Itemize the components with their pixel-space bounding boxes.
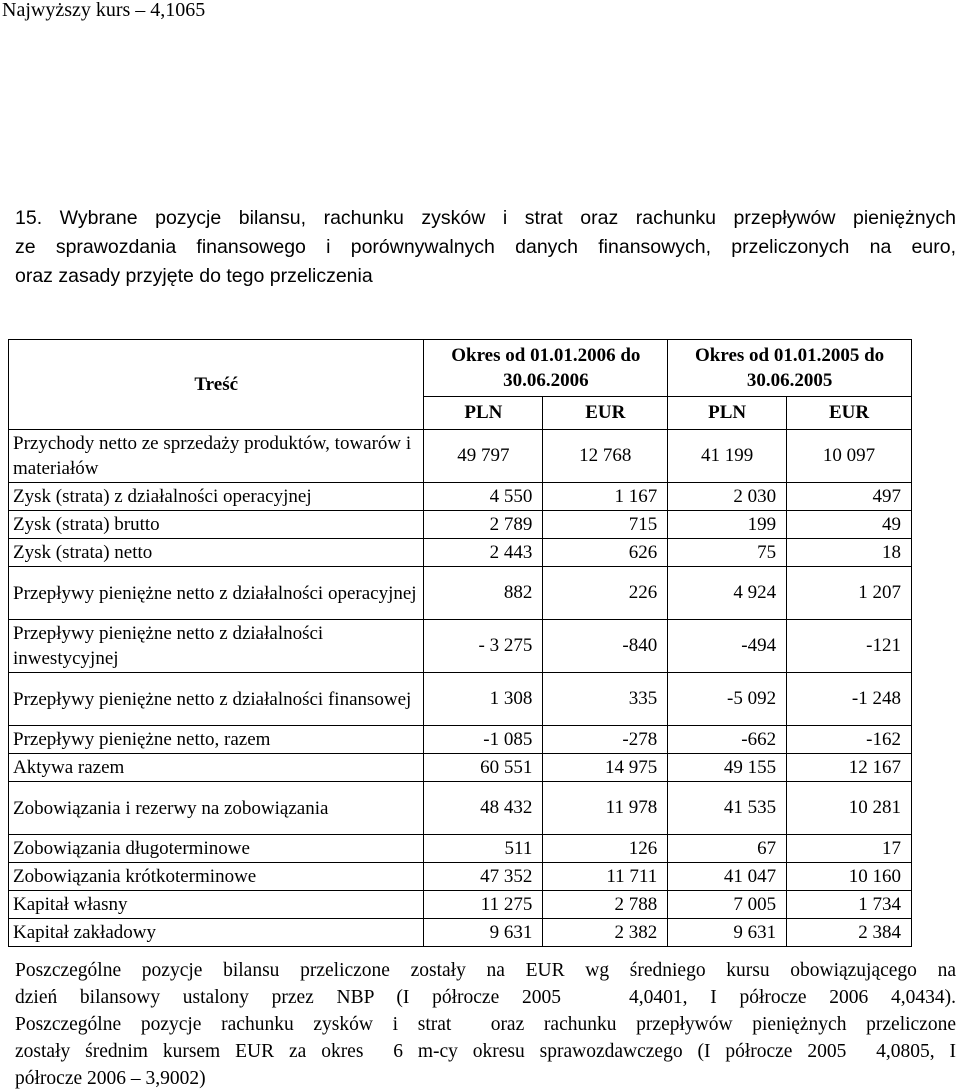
header-tresc: Treść [9, 340, 424, 430]
table-row [9, 863, 912, 891]
row-label: Zobowiązania długoterminowe [9, 835, 424, 863]
cell-value: 47 352 [424, 863, 543, 891]
cell-value: 715 [543, 511, 668, 539]
cell-value: 882 [424, 567, 543, 620]
footer-line-4: zostały średnim kursem EUR za okres 6 m-cy okresu sprawozdawczego (I półrocze 2005 4,0805, I [15, 1041, 956, 1062]
table-row [9, 782, 912, 835]
cell-value: 2 789 [424, 511, 543, 539]
section-heading [15, 204, 956, 291]
cell-value: 497 [787, 483, 912, 511]
cell-value: 335 [543, 673, 668, 726]
row-label: Przychody netto ze sprzedaży produktów, towarów i materiałów [9, 430, 424, 483]
cell-value: 4 924 [668, 567, 787, 620]
cell-value: 49 797 [424, 430, 543, 483]
row-label: Kapitał własny [9, 891, 424, 919]
cell-value: 10 097 [787, 430, 912, 483]
cell-value: 18 [787, 539, 912, 567]
cell-value: 2 030 [668, 483, 787, 511]
cell-value: 1 308 [424, 673, 543, 726]
table-row [9, 754, 912, 782]
cell-value: - 3 275 [424, 620, 543, 673]
cell-value: -162 [787, 726, 912, 754]
cell-value: 1 167 [543, 483, 668, 511]
cell-value: 10 281 [787, 782, 912, 835]
table-row [9, 567, 912, 620]
header-currency: EUR [543, 397, 668, 430]
cell-value: 12 167 [787, 754, 912, 782]
cell-value: -1 248 [787, 673, 912, 726]
cell-value: 75 [668, 539, 787, 567]
cell-value: 2 382 [543, 919, 668, 947]
row-label: Kapitał zakładowy [9, 919, 424, 947]
cell-value: -278 [543, 726, 668, 754]
cell-value: 11 711 [543, 863, 668, 891]
cell-value: 10 160 [787, 863, 912, 891]
header-period-2006: Okres od 01.01.2006 do 30.06.2006 [424, 340, 668, 397]
header-currency: PLN [668, 397, 787, 430]
row-label: Zysk (strata) z działalności operacyjnej [9, 483, 424, 511]
cell-value: -5 092 [668, 673, 787, 726]
cell-value: 2 788 [543, 891, 668, 919]
table-row [9, 539, 912, 567]
row-label: Przepływy pieniężne netto z działalności inwestycyjnej [9, 620, 424, 673]
footer-line-2: dzień bilansowy ustalony przez NBP (I półrocze 2005 4,0401, I półrocze 2006 4,0434). [15, 987, 956, 1008]
header-currency: EUR [787, 397, 912, 430]
cell-value: 199 [668, 511, 787, 539]
table-row [9, 673, 912, 726]
row-label: Przepływy pieniężne netto z działalności operacyjnej [9, 567, 424, 620]
cell-value: 9 631 [424, 919, 543, 947]
cell-value: -662 [668, 726, 787, 754]
table-row [9, 483, 912, 511]
cell-value: 1 207 [787, 567, 912, 620]
conversion-note [15, 957, 956, 1092]
heading-line-3: oraz zasady przyjęte do tego przeliczenia [15, 265, 373, 287]
footer-line-1: Poszczególne pozycje bilansu przeliczone zostały na EUR wg średniego kursu obowiązującego na [15, 960, 956, 981]
row-label: Aktywa razem [9, 754, 424, 782]
footer-line-5: półrocze 2006 – 3,9002) [15, 1068, 206, 1089]
cell-value: 2 443 [424, 539, 543, 567]
row-label: Zysk (strata) brutto [9, 511, 424, 539]
header-currency: PLN [424, 397, 543, 430]
cell-value: -121 [787, 620, 912, 673]
header-period-2005: Okres od 01.01.2005 do 30.06.2005 [668, 340, 912, 397]
cell-value: 41 535 [668, 782, 787, 835]
cell-value: 11 275 [424, 891, 543, 919]
table-row [9, 726, 912, 754]
cell-value: 126 [543, 835, 668, 863]
table-row [9, 430, 912, 483]
cell-value: -1 085 [424, 726, 543, 754]
row-label: Zobowiązania krótkoterminowe [9, 863, 424, 891]
cell-value: 41 047 [668, 863, 787, 891]
cell-value: 511 [424, 835, 543, 863]
row-label: Zysk (strata) netto [9, 539, 424, 567]
table-row [9, 891, 912, 919]
cell-value: 49 [787, 511, 912, 539]
row-label: Przepływy pieniężne netto, razem [9, 726, 424, 754]
cell-value: 9 631 [668, 919, 787, 947]
heading-line-2: ze sprawozdania finansowego i porównywalnych danych finansowych, przeliczonych na euro, [15, 236, 956, 258]
cell-value: 48 432 [424, 782, 543, 835]
cell-value: -494 [668, 620, 787, 673]
cell-value: 12 768 [543, 430, 668, 483]
cell-value: 11 978 [543, 782, 668, 835]
heading-line-1: 15. Wybrane pozycje bilansu, rachunku zysków i strat oraz rachunku przepływów pieniężnych [15, 207, 956, 229]
cell-value: 49 155 [668, 754, 787, 782]
table-row [9, 919, 912, 947]
table-row [9, 620, 912, 673]
cell-value: 4 550 [424, 483, 543, 511]
row-label: Przepływy pieniężne netto z działalności finansowej [9, 673, 424, 726]
table-row [9, 511, 912, 539]
cell-value: 626 [543, 539, 668, 567]
cell-value: 226 [543, 567, 668, 620]
cell-value: 60 551 [424, 754, 543, 782]
cell-value: -840 [543, 620, 668, 673]
cell-value: 14 975 [543, 754, 668, 782]
row-label: Zobowiązania i rezerwy na zobowiązania [9, 782, 424, 835]
cell-value: 67 [668, 835, 787, 863]
cell-value: 17 [787, 835, 912, 863]
top-line: Najwyższy kurs – 4,1065 [2, 0, 206, 21]
cell-value: 7 005 [668, 891, 787, 919]
cell-value: 2 384 [787, 919, 912, 947]
footer-line-3: Poszczególne pozycje rachunku zysków i strat oraz rachunku przepływów pieniężnych przeliczone [15, 1014, 956, 1035]
cell-value: 41 199 [668, 430, 787, 483]
table-row [9, 835, 912, 863]
cell-value: 1 734 [787, 891, 912, 919]
financial-data-table [8, 339, 912, 947]
